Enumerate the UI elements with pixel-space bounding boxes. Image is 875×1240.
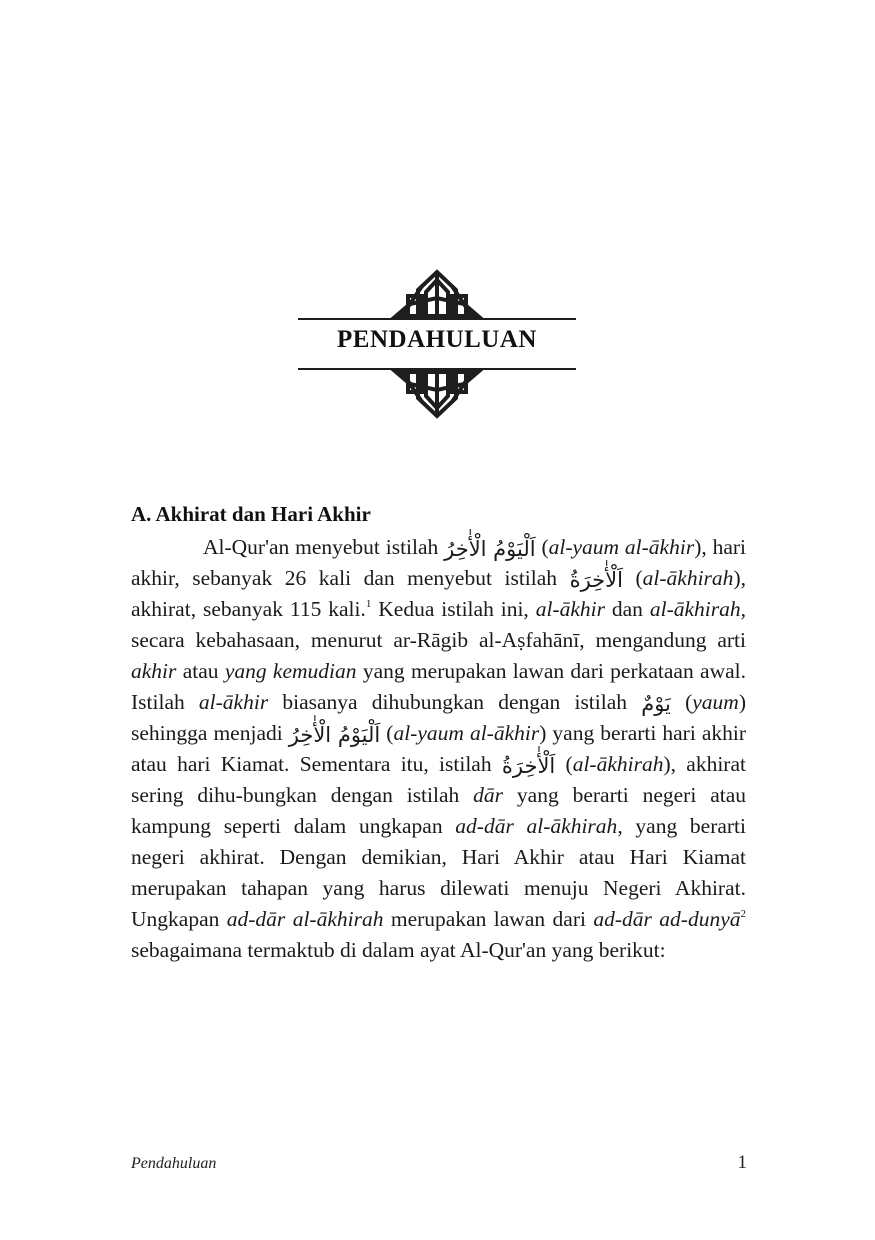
page-number: 1	[737, 1152, 747, 1173]
body-paragraph	[131, 532, 746, 966]
text-run: (	[622, 566, 643, 590]
text-run: ) yang berarti hari akhir atau hari Kiamat. Sementara itu, istilah	[131, 721, 747, 776]
text-run: Al-Qur'an menyebut istilah	[203, 535, 445, 559]
transliteration: al-ākhirah,	[649, 597, 746, 621]
text-run: Kedua istilah ini,	[371, 597, 536, 621]
text-run: merupakan lawan dari	[383, 907, 594, 931]
text-run: ), hari akhir, sebanyak 26 kali dan menyebut istilah	[131, 535, 746, 590]
text-run: biasanya dihubungkan dengan istilah	[268, 690, 642, 714]
text-run: (	[380, 721, 394, 745]
transliteration: yaum	[692, 690, 739, 714]
text-run: ), akhirat, sebanyak 115 kali.	[131, 566, 746, 621]
section-heading: A. Akhirat dan Hari Akhir	[131, 502, 371, 526]
text-run: secara kebahasaan, menurut ar-Rāgib al-Aṣfahānī, mengandung arti	[131, 628, 746, 652]
emphasis: yang kemudian	[224, 659, 357, 683]
transliteration: al-ākhirah	[642, 566, 734, 590]
chapter-title: PENDAHULUAN	[337, 326, 537, 353]
transliteration: al-ākhir	[198, 690, 269, 714]
running-footer: Pendahuluan	[131, 1155, 217, 1172]
transliteration: ad-dār al-ākhirah	[226, 907, 384, 931]
ornament-top-motif	[396, 272, 478, 316]
footnote-marker[interactable]: 1	[365, 598, 372, 610]
text-run: (	[535, 535, 549, 559]
transliteration: ad-dār al-ākhirah	[455, 814, 618, 838]
transliteration: akhir	[131, 659, 177, 683]
arabic-term: اَلْأٰخِرَةُ	[501, 754, 556, 778]
text-run: ) sehingga menjadi	[131, 690, 746, 745]
transliteration: al-ākhirah	[572, 752, 664, 776]
text-run: , yang berarti negeri akhirat. Dengan demikian, Hari Akhir atau Hari Kiamat merupakan tahapan yang harus dilewati menuju Negeri Akhirat. Ungkapan	[131, 814, 747, 931]
arabic-term: اَلْيَوْمُ الْأٰخِرُ	[444, 537, 536, 561]
transliteration: ad-dār ad-dunyā	[593, 907, 741, 931]
transliteration: al-yaum al-ākhir	[393, 721, 540, 745]
transliteration: al-ākhir	[535, 597, 605, 621]
text-run: (	[670, 690, 693, 714]
ornament-bottom-motif	[396, 372, 478, 416]
text-run: (	[555, 752, 573, 776]
text-run: dan	[604, 597, 650, 621]
arabic-term: اَلْيَوْمُ الْأٰخِرُ	[288, 723, 381, 747]
text-run: yang berarti negeri atau kampung seperti dalam ungkapan	[131, 783, 746, 838]
arabic-term: يَوْمٌ	[641, 692, 671, 716]
text-run: yang merupakan lawan dari perkataan awal. Istilah	[131, 659, 746, 714]
footnote-marker[interactable]: 2	[740, 908, 746, 920]
transliteration: dār	[473, 783, 504, 807]
text-run: sebagaimana termaktub di dalam ayat Al-Qur'an yang berikut:	[131, 938, 666, 962]
text-run: ), akhirat sering dihu-bungkan dengan istilah	[131, 752, 746, 807]
arabic-term: اَلْأٰخِرَةُ	[569, 568, 623, 592]
transliteration: al-yaum al-ākhir	[548, 535, 695, 559]
text-run: atau	[176, 659, 225, 683]
body-text	[131, 532, 746, 966]
